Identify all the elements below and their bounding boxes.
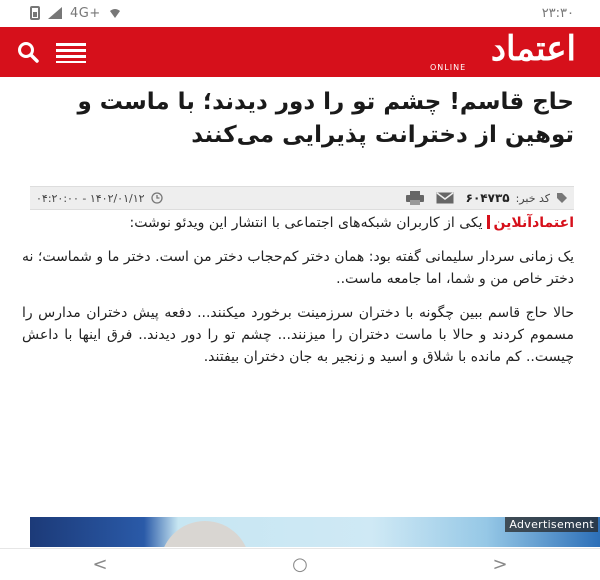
article-paragraph-2: حالا حاج قاسم ببین چگونه با دختران سرزمینت برخورد میکنند... دفعه پیش دختران مدارس را مسموم کردند و حالا با ماست دختران را میزنند... چشم تو را دور دیدند.. فرق اینها با داعش چیست.. کم مانده با شلاق و اسید و زنجیر به جان دختران بیفتند. — [22, 305, 574, 365]
signal-icon — [48, 7, 62, 19]
battery-icon — [30, 6, 40, 20]
article-paragraph-1: یک زمانی سردار سلیمانی گفته بود: همان دختر کم‌حجاب دختر من است. دختر ما و شماست؛ نه دختر خاص من و شما، اما جامعه ماست.. — [22, 249, 574, 287]
logo-text: اعتماد — [490, 29, 576, 69]
print-icon[interactable] — [406, 191, 424, 205]
article-datetime — [36, 192, 163, 205]
source-divider — [487, 215, 490, 229]
article-code — [406, 191, 568, 205]
status-time: ۲۳:۳۰ — [541, 5, 574, 21]
article-lead — [22, 212, 574, 234]
network-type: 4G+ — [70, 5, 101, 21]
status-icons — [30, 6, 121, 21]
article-lead-text: یکی از کاربران شبکه‌های اجتماعی با انتشار این ویدئو نوشت: — [129, 215, 483, 231]
status-bar — [0, 0, 600, 26]
tag-icon — [556, 192, 568, 204]
article-meta-bar — [30, 186, 574, 210]
nav-forward-button[interactable]: > — [492, 554, 508, 575]
site-logo[interactable] — [426, 30, 576, 74]
article-code-value: ۶۰۴۷۳۵ — [465, 191, 510, 205]
clock-icon — [151, 192, 163, 204]
article-body — [22, 212, 574, 380]
article-headline: حاج قاسم! چشم تو را دور دیدند؛ با ماست و توهین از دخترانت پذیرایی می‌کنند — [77, 89, 574, 148]
menu-icon[interactable] — [56, 41, 86, 63]
wifi-icon — [109, 7, 121, 19]
email-icon[interactable] — [436, 192, 454, 204]
search-icon[interactable] — [16, 40, 40, 64]
article-source[interactable]: اعتمادآنلاین — [493, 215, 574, 231]
ad-label: Advertisement — [505, 517, 598, 532]
advertisement-banner[interactable] — [30, 517, 600, 547]
article-tools — [406, 191, 454, 205]
nav-home-button[interactable]: ○ — [292, 554, 308, 575]
system-nav-bar — [0, 548, 600, 580]
nav-back-button[interactable]: < — [92, 554, 108, 575]
article-code-label: کد خبر: — [515, 191, 550, 205]
app-header — [0, 27, 600, 77]
logo-subtitle: ONLINE — [430, 63, 467, 72]
article-datetime-text: ۱۴۰۲/۰۱/۱۲ - ۰۴:۲۰:۰۰ — [36, 191, 145, 205]
header-tools — [16, 40, 86, 64]
ad-image — [160, 521, 250, 547]
